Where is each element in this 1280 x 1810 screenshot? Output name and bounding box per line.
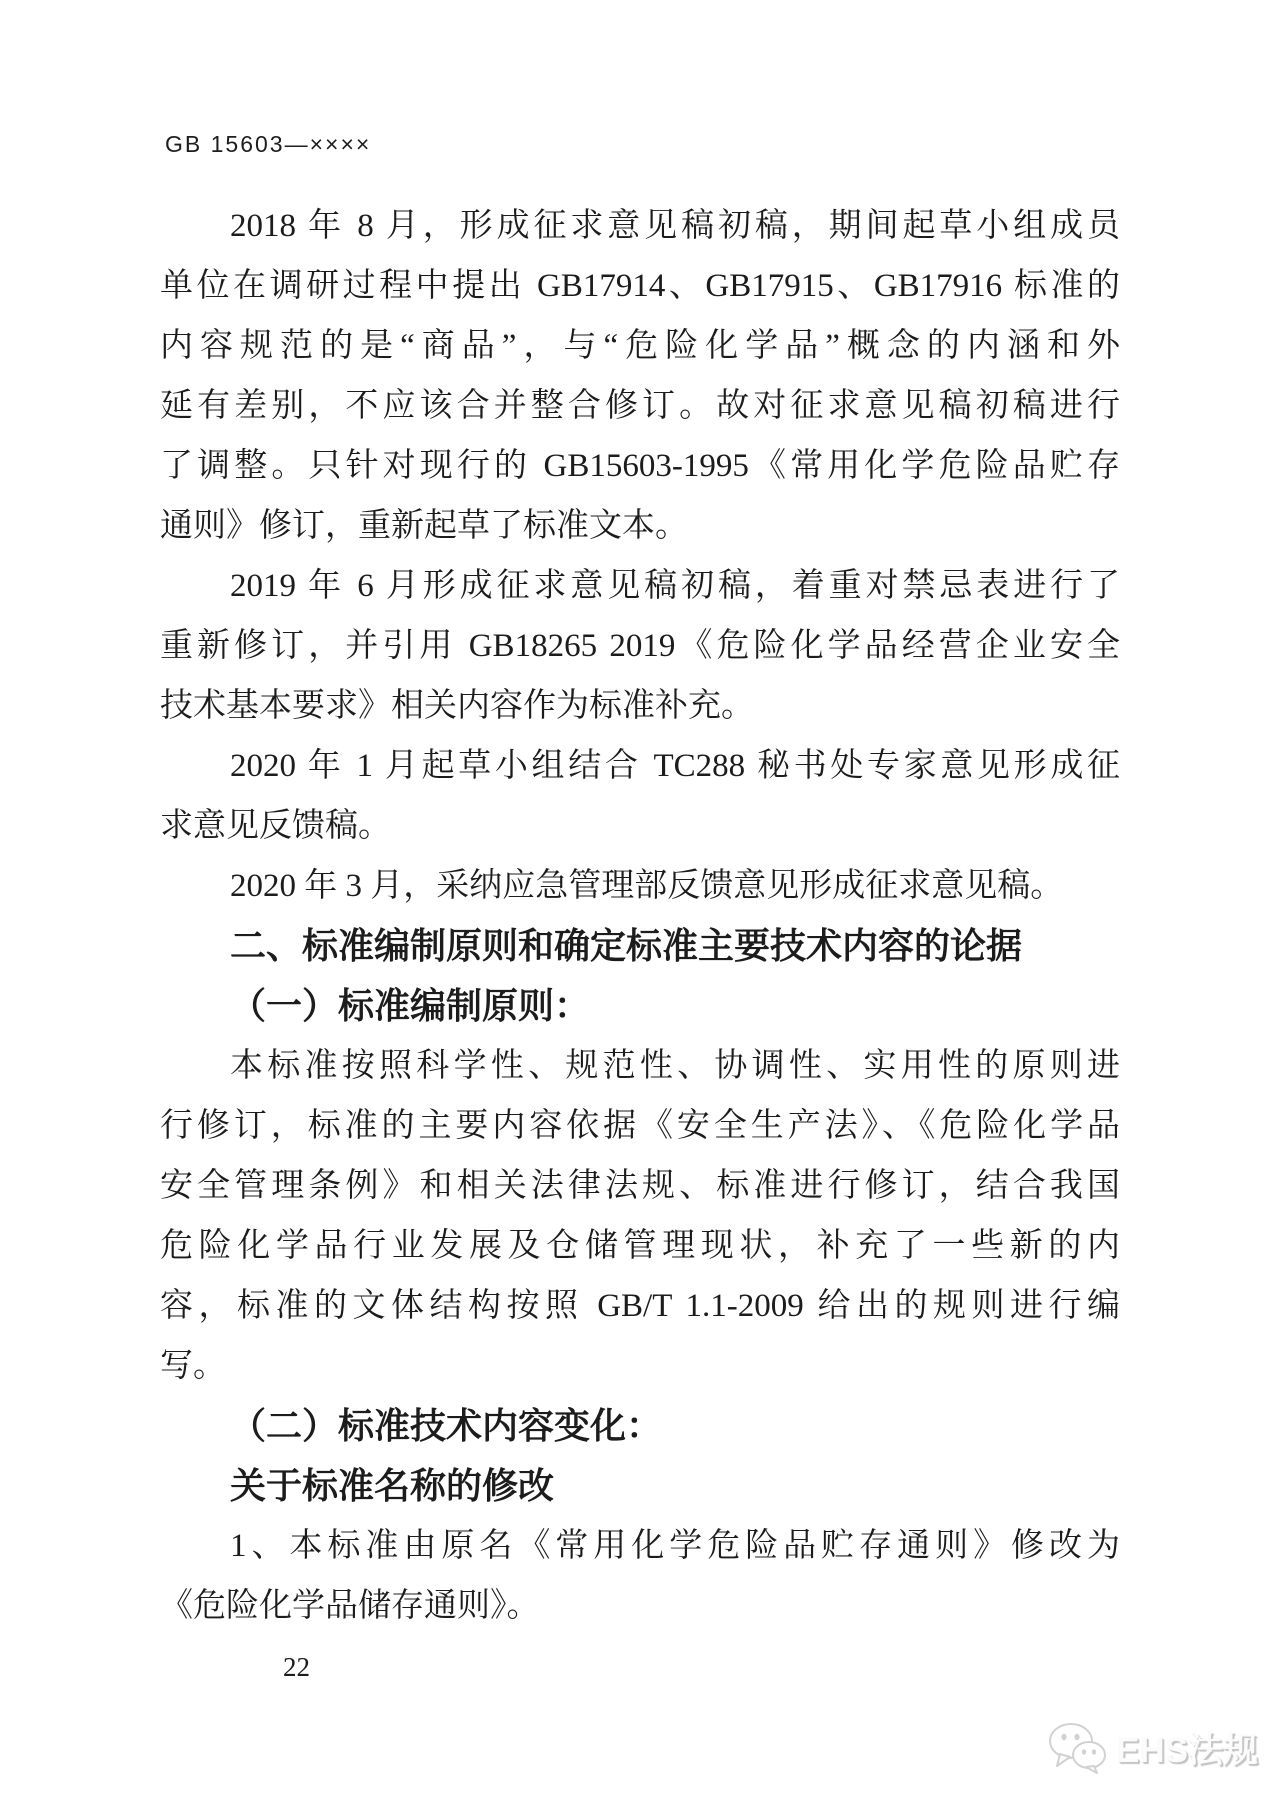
- paragraph-line: 安全管理条例》和相关法律法规、标准进行修订，结合我国: [160, 1168, 1120, 1204]
- paragraph-line: 2020 年 3 月，采纳应急管理部反馈意见形成征求意见稿。: [230, 868, 1064, 904]
- heading-line: （二）标准技术内容变化：: [230, 1405, 663, 1446]
- paragraph-line: 本标准按照科学性、规范性、协调性、实用性的原则进: [230, 1048, 1120, 1084]
- paragraph-line: 2019 年 6 月形成征求意见稿初稿，着重对禁忌表进行了: [230, 568, 1120, 604]
- document-body: [160, 196, 1120, 1636]
- paragraph-line: 《危险化学品储存通则》。: [160, 1588, 540, 1624]
- paragraph-line: 2018 年 8 月，形成征求意见稿初稿，期间起草小组成员: [230, 208, 1120, 244]
- heading-line: 关于标准名称的修改: [230, 1465, 555, 1506]
- watermark: [1048, 1722, 1258, 1774]
- paragraph-line: 容，标准的文体结构按照 GB/T 1.1-2009 给出的规则进行编: [160, 1288, 1120, 1324]
- paragraph-line: 内容规范的是“商品”，与“危险化学品”概念的内涵和外: [160, 328, 1120, 364]
- paragraph-line: 重新修订，并引用 GB18265 2019《危险化学品经营企业安全: [160, 628, 1120, 664]
- paragraph-line: 求意见反馈稿。: [160, 808, 391, 844]
- paragraph-line: 延有差别，不应该合并整合修订。故对征求意见稿初稿进行: [160, 388, 1120, 424]
- paragraph-line: 了调整。只针对现行的 GB15603-1995《常用化学危险品贮存: [160, 448, 1120, 484]
- wechat-icon: [1048, 1722, 1108, 1774]
- paragraph-line: 通则》修订，重新起草了标准文本。: [160, 508, 688, 544]
- heading-line: 二、标准编制原则和确定标准主要技术内容的论据: [230, 925, 1023, 966]
- heading-line: （一）标准编制原则：: [230, 985, 591, 1026]
- paragraph-line: 危险化学品行业发展及仓储管理现状，补充了一些新的内: [160, 1228, 1120, 1264]
- standard-number-header: GB 15603—××××: [165, 131, 372, 157]
- paragraph-line: 技术基本要求》相关内容作为标准补充。: [160, 688, 754, 724]
- watermark-text: EHS法规: [1116, 1731, 1258, 1770]
- page-number: 22: [283, 1652, 310, 1682]
- paragraph-line: 行修订，标准的主要内容依据《安全生产法》、《危险化学品: [160, 1108, 1120, 1144]
- paragraph-line: 2020 年 1 月起草小组结合 TC288 秘书处专家意见形成征: [230, 748, 1120, 784]
- paragraph-line: 写。: [160, 1348, 226, 1384]
- paragraph-line: 1、本标准由原名《常用化学危险品贮存通则》修改为: [230, 1528, 1120, 1564]
- paragraph-line: 单位在调研过程中提出 GB17914、GB17915、GB17916 标准的: [160, 268, 1120, 304]
